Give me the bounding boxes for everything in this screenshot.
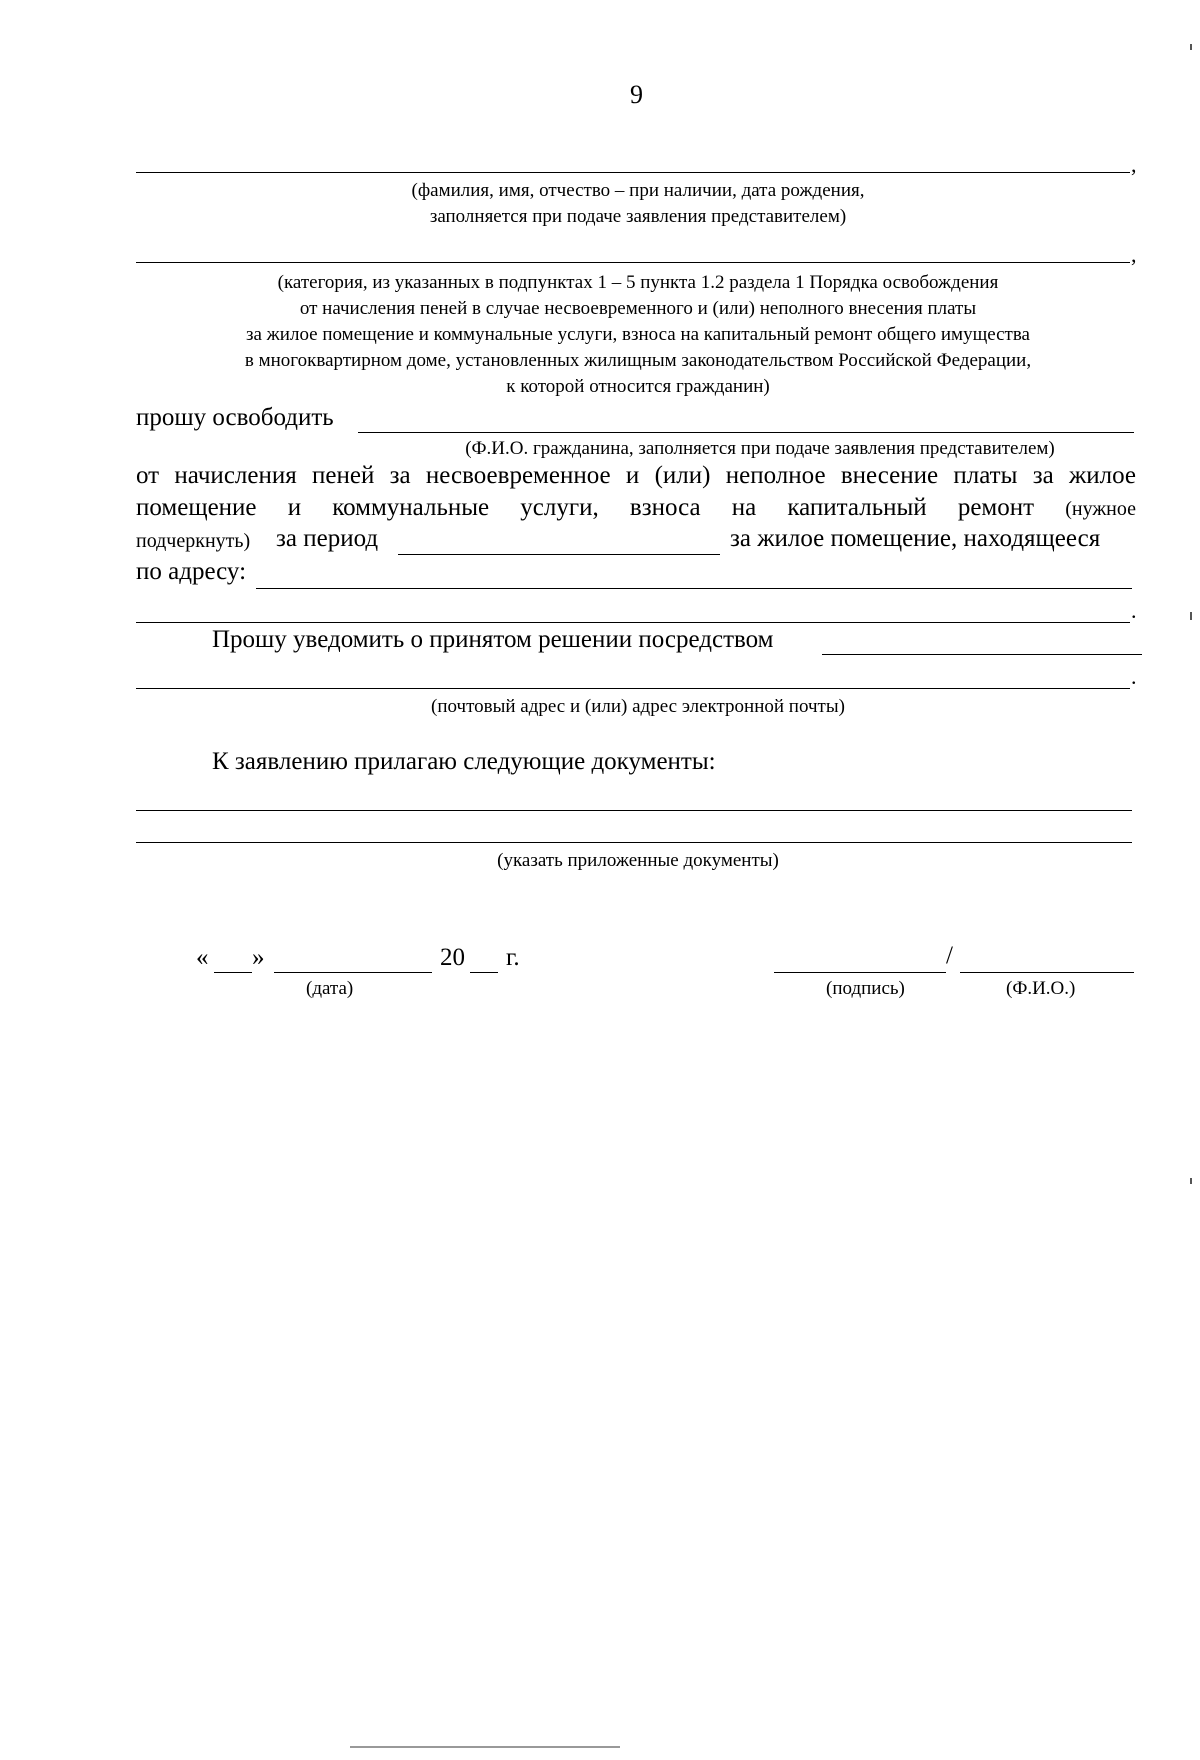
signature-caption: (подпись) bbox=[826, 978, 905, 999]
scan-speck bbox=[1190, 44, 1192, 50]
category-caption-line2: от начисления пеней в случае несвоевременного и (или) неполного внесения платы bbox=[299, 298, 977, 319]
notify-method-line[interactable] bbox=[822, 654, 1142, 655]
notify-address-line[interactable] bbox=[136, 688, 1130, 689]
request-label: прошу освободить bbox=[136, 404, 334, 431]
period-line[interactable] bbox=[398, 554, 720, 555]
year-line[interactable] bbox=[470, 972, 498, 973]
scan-speck bbox=[350, 1746, 620, 1748]
month-line[interactable] bbox=[274, 972, 432, 973]
scan-speck bbox=[1190, 612, 1192, 620]
body-word: услуги, bbox=[520, 494, 599, 521]
citizen-name-line[interactable] bbox=[358, 432, 1134, 433]
name-caption: (Ф.И.О.) bbox=[1006, 978, 1076, 999]
body-word: ремонт bbox=[957, 494, 1035, 521]
signature-line[interactable] bbox=[774, 972, 946, 973]
page-number: 9 bbox=[630, 80, 643, 109]
body-word: и bbox=[287, 494, 302, 521]
body-word: коммунальные bbox=[332, 494, 490, 521]
period-label: за период bbox=[276, 525, 379, 552]
notify-text: Прошу уведомить о принятом решении посредством bbox=[212, 626, 774, 653]
body-word: капитальный bbox=[787, 494, 927, 521]
body-note-open: (нужное bbox=[1065, 498, 1136, 520]
applicant-line[interactable] bbox=[136, 172, 1130, 173]
body-word: помещение bbox=[136, 494, 257, 521]
year-prefix: 20 bbox=[440, 944, 465, 971]
category-caption-line1: (категория, из указанных в подпунктах 1 – 5 пункта 1.2 раздела 1 Порядка освобождения bbox=[277, 272, 999, 293]
address-label: по адресу: bbox=[136, 558, 247, 585]
applicant-caption-line1: (фамилия, имя, отчество – при наличии, дата рождения, bbox=[411, 180, 865, 201]
applicant-caption-line2: заполняется при подаче заявления представителем) bbox=[429, 206, 847, 227]
date-quote-open: « bbox=[196, 944, 209, 971]
category-line-comma: , bbox=[1131, 242, 1137, 267]
body-line2 bbox=[136, 494, 1136, 522]
body-line1: от начисления пеней за несвоевременное и (или) неполное внесение платы за жилое bbox=[136, 462, 1136, 489]
attachments-caption: (указать приложенные документы) bbox=[497, 850, 779, 871]
body-word: на bbox=[731, 494, 757, 521]
citizen-caption: (Ф.И.О. гражданина, заполняется при подаче заявления представителем) bbox=[465, 438, 1055, 459]
category-caption-line4: в многоквартирном доме, установленных жилищным законодательством Российской Федерации, bbox=[244, 350, 1032, 371]
premises-text: за жилое помещение, находящееся bbox=[730, 525, 1101, 552]
address-line-period: . bbox=[1131, 598, 1137, 623]
address-line-1[interactable] bbox=[256, 588, 1132, 589]
notify-line-period: . bbox=[1131, 664, 1137, 689]
year-suffix: г. bbox=[506, 944, 520, 971]
body-note-close: подчеркнуть) bbox=[136, 530, 251, 552]
category-caption-line3: за жилое помещение и коммунальные услуги, взноса на капитальный ремонт общего имущества bbox=[245, 324, 1030, 345]
applicant-line-comma: , bbox=[1131, 152, 1137, 177]
day-line[interactable] bbox=[214, 972, 252, 973]
body-word: взноса bbox=[629, 494, 701, 521]
notify-caption: (почтовый адрес и (или) адрес электронной почты) bbox=[431, 696, 845, 717]
address-line-2[interactable] bbox=[136, 622, 1130, 623]
name-line[interactable] bbox=[960, 972, 1134, 973]
attachments-line-1[interactable] bbox=[136, 810, 1132, 811]
attachments-line-2[interactable] bbox=[136, 842, 1132, 843]
date-caption: (дата) bbox=[306, 978, 354, 999]
attachments-heading: К заявлению прилагаю следующие документы: bbox=[212, 748, 716, 775]
date-quote-close: » bbox=[252, 944, 265, 971]
category-caption-line5: к которой относится гражданин) bbox=[506, 376, 770, 397]
signature-slash: / bbox=[946, 942, 953, 969]
scan-speck bbox=[1190, 1178, 1192, 1184]
category-line[interactable] bbox=[136, 262, 1130, 263]
